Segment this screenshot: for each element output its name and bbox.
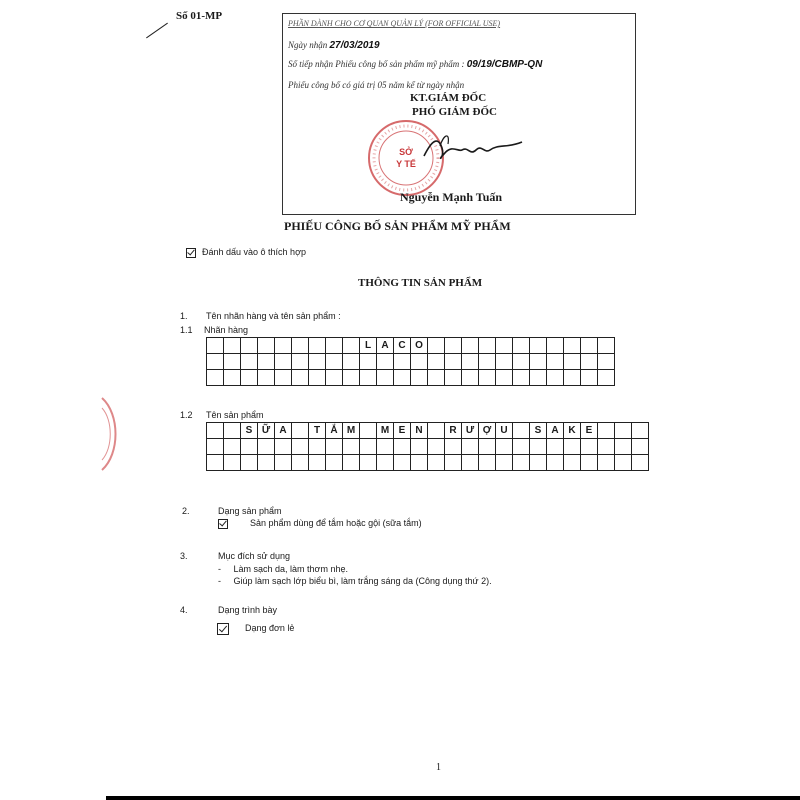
grid-cell [411, 439, 428, 455]
edge-stamp [100, 394, 122, 474]
grid-cell [496, 354, 513, 370]
scan-edge [106, 796, 800, 800]
grid-cell [615, 423, 632, 439]
grid-cell: R [445, 423, 462, 439]
grid-cell [343, 455, 360, 471]
brand-grid [206, 337, 615, 386]
validity-text: Phiếu công bố có giá trị 05 năm kể từ ngày nhận [288, 80, 465, 90]
grid-cell [564, 439, 581, 455]
director-line: KT.GIÁM ĐỐC [410, 92, 487, 104]
document-title: PHIẾU CÔNG BỐ SẢN PHẨM MỸ PHẨM [284, 219, 511, 233]
official-box-title: PHẦN DÀNH CHO CƠ QUAN QUẢN LÝ (FOR OFFICIAL USE) [288, 19, 501, 28]
grid-cell [292, 354, 309, 370]
grid-cell [445, 370, 462, 386]
grid-cell [445, 455, 462, 471]
grid-cell [598, 370, 615, 386]
grid-cell [513, 338, 530, 354]
grid-cell [530, 338, 547, 354]
pen-mark [146, 23, 168, 39]
presentation-option [217, 623, 294, 635]
grid-cell [309, 455, 326, 471]
grid-cell [207, 354, 224, 370]
grid-cell [513, 439, 530, 455]
item4-number: 4. [180, 605, 188, 615]
grid-cell [360, 455, 377, 471]
grid-row [207, 338, 615, 354]
grid-cell [360, 370, 377, 386]
grid-cell: N [411, 423, 428, 439]
grid-cell [258, 354, 275, 370]
grid-cell [207, 455, 224, 471]
grid-cell [462, 455, 479, 471]
grid-cell: K [564, 423, 581, 439]
grid-cell [530, 354, 547, 370]
grid-cell [241, 455, 258, 471]
presentation-option-text: Dạng đơn lẻ [245, 623, 295, 634]
grid-cell [564, 455, 581, 471]
grid-cell [360, 354, 377, 370]
grid-cell [479, 354, 496, 370]
received-label: Ngày nhận [288, 40, 328, 50]
grid-cell [275, 338, 292, 354]
grid-cell [241, 354, 258, 370]
purpose-item-text: Làm sạch da, làm thơm nhẹ. [233, 564, 348, 574]
grid-cell [581, 370, 598, 386]
grid-cell: E [394, 423, 411, 439]
grid-row [207, 354, 615, 370]
grid-cell [581, 354, 598, 370]
grid-cell: O [411, 338, 428, 354]
grid-cell [445, 354, 462, 370]
name-label: Tên sản phẩm [206, 410, 264, 420]
grid-cell [326, 439, 343, 455]
grid-cell [598, 354, 615, 370]
grid-cell [292, 370, 309, 386]
grid-cell: Ư [462, 423, 479, 439]
grid-cell [530, 455, 547, 471]
name-number: 1.2 [180, 410, 193, 420]
grid-cell [462, 354, 479, 370]
grid-cell [394, 455, 411, 471]
grid-cell [326, 370, 343, 386]
grid-cell [377, 455, 394, 471]
grid-cell [343, 354, 360, 370]
item4-label: Dạng trình bày [218, 605, 278, 615]
grid-cell [394, 439, 411, 455]
grid-cell [598, 423, 615, 439]
grid-cell [275, 439, 292, 455]
grid-cell [428, 455, 445, 471]
grid-cell [428, 354, 445, 370]
bullet-dash: - [218, 564, 221, 574]
grid-cell: L [360, 338, 377, 354]
grid-cell [394, 370, 411, 386]
signer-name: Nguyễn Mạnh Tuấn [400, 190, 503, 204]
deputy-director-line: PHÓ GIÁM ĐỐC [412, 106, 497, 118]
form-option-text: Sản phẩm dùng để tắm hoặc gội (sữa tắm) [250, 518, 422, 528]
grid-cell [581, 439, 598, 455]
grid-cell [411, 455, 428, 471]
grid-cell [547, 439, 564, 455]
grid-row [207, 423, 649, 439]
grid-cell [360, 423, 377, 439]
grid-cell [309, 439, 326, 455]
grid-cell: Ợ [479, 423, 496, 439]
form-option [218, 518, 422, 529]
grid-cell [428, 423, 445, 439]
grid-cell [343, 338, 360, 354]
grid-cell: S [241, 423, 258, 439]
grid-cell: A [547, 423, 564, 439]
grid-cell: A [275, 423, 292, 439]
grid-cell [564, 354, 581, 370]
grid-cell [496, 455, 513, 471]
item2-number: 2. [182, 506, 190, 516]
grid-cell [258, 439, 275, 455]
grid-cell [207, 439, 224, 455]
grid-cell [411, 370, 428, 386]
brand-number: 1.1 [180, 325, 193, 335]
form-number: Số 01-MP [176, 10, 223, 22]
grid-cell: C [394, 338, 411, 354]
grid-cell: Ắ [326, 423, 343, 439]
grid-cell [326, 354, 343, 370]
page-number: 1 [436, 762, 441, 773]
grid-cell [530, 439, 547, 455]
grid-cell [292, 423, 309, 439]
grid-cell [326, 338, 343, 354]
grid-cell [547, 370, 564, 386]
check-note [186, 247, 306, 258]
signature-icon [418, 126, 528, 176]
grid-cell [258, 338, 275, 354]
item1-number: 1. [180, 311, 188, 321]
grid-cell: M [343, 423, 360, 439]
grid-cell [547, 354, 564, 370]
grid-cell [513, 354, 530, 370]
grid-cell [632, 455, 649, 471]
grid-cell [207, 423, 224, 439]
checkbox-checked-icon [186, 248, 196, 258]
brand-label: Nhãn hàng [204, 325, 249, 335]
grid-cell [241, 439, 258, 455]
grid-cell [411, 354, 428, 370]
grid-cell [581, 338, 598, 354]
grid-cell [258, 455, 275, 471]
grid-cell [564, 338, 581, 354]
grid-cell [632, 423, 649, 439]
grid-cell [462, 338, 479, 354]
grid-cell [479, 439, 496, 455]
checkbox-checked-icon [217, 623, 229, 635]
grid-cell [241, 338, 258, 354]
grid-cell [309, 338, 326, 354]
purpose-item [218, 576, 492, 586]
grid-cell [428, 370, 445, 386]
grid-cell [224, 370, 241, 386]
grid-cell [598, 338, 615, 354]
grid-cell [224, 439, 241, 455]
grid-cell [428, 439, 445, 455]
item1-label: Tên nhãn hàng và tên sản phẩm : [206, 311, 341, 321]
grid-cell [632, 439, 649, 455]
grid-cell [258, 370, 275, 386]
grid-cell [377, 370, 394, 386]
grid-cell [207, 370, 224, 386]
grid-cell: M [377, 423, 394, 439]
grid-cell [581, 455, 598, 471]
grid-cell [224, 455, 241, 471]
grid-cell [547, 338, 564, 354]
grid-cell [615, 439, 632, 455]
bullet-dash: - [218, 576, 221, 586]
grid-cell [479, 338, 496, 354]
received-date-line [288, 40, 380, 51]
item2-label: Dạng sản phẩm [218, 506, 282, 516]
grid-cell [309, 370, 326, 386]
grid-cell [496, 338, 513, 354]
received-date: 27/03/2019 [329, 40, 380, 51]
grid-cell [241, 370, 258, 386]
grid-cell [530, 370, 547, 386]
grid-cell [377, 439, 394, 455]
purpose-item-text: Giúp làm sạch lớp biểu bì, làm trắng sáng da (Công dụng thứ 2). [233, 576, 492, 586]
grid-cell [207, 338, 224, 354]
grid-cell [513, 423, 530, 439]
grid-cell [224, 423, 241, 439]
grid-cell [445, 439, 462, 455]
grid-cell [394, 354, 411, 370]
svg-text:Y TẾ: Y TẾ [396, 159, 416, 169]
item3-label: Mục đích sử dụng [218, 551, 291, 561]
grid-row [207, 370, 615, 386]
grid-cell [547, 455, 564, 471]
purpose-item [218, 564, 348, 574]
grid-cell [496, 439, 513, 455]
partial-stamp-icon [100, 394, 122, 474]
grid-cell [275, 354, 292, 370]
grid-cell [445, 338, 462, 354]
grid-cell: S [530, 423, 547, 439]
grid-cell [343, 370, 360, 386]
grid-cell [479, 370, 496, 386]
grid-cell [309, 354, 326, 370]
grid-cell [275, 370, 292, 386]
grid-cell [598, 455, 615, 471]
grid-cell [377, 354, 394, 370]
receipt-label: Số tiếp nhận Phiếu công bố sản phẩm mỹ phẩm : [288, 59, 465, 69]
grid-cell [292, 439, 309, 455]
grid-cell [275, 455, 292, 471]
grid-cell [326, 455, 343, 471]
grid-cell [496, 370, 513, 386]
grid-cell [513, 370, 530, 386]
grid-row [207, 439, 649, 455]
receipt-number-line [288, 59, 542, 70]
check-note-text: Đánh dấu vào ô thích hợp [202, 247, 306, 257]
section-title: THÔNG TIN SẢN PHẨM [358, 277, 483, 289]
grid-cell: A [377, 338, 394, 354]
receipt-number: 09/19/CBMP-QN [466, 59, 543, 70]
grid-cell [428, 338, 445, 354]
grid-cell [479, 455, 496, 471]
grid-cell: T [309, 423, 326, 439]
item3-number: 3. [180, 551, 188, 561]
grid-cell [513, 455, 530, 471]
grid-cell [462, 370, 479, 386]
grid-cell: U [496, 423, 513, 439]
grid-cell [360, 439, 377, 455]
grid-row [207, 455, 649, 471]
grid-cell: Ữ [258, 423, 275, 439]
checkbox-checked-icon [218, 519, 228, 529]
grid-cell [462, 439, 479, 455]
grid-cell [343, 439, 360, 455]
product-name-grid [206, 422, 649, 471]
grid-cell [598, 439, 615, 455]
grid-cell [224, 354, 241, 370]
svg-text:SỞ: SỞ [399, 147, 413, 157]
grid-cell [292, 455, 309, 471]
grid-cell [615, 455, 632, 471]
grid-cell [292, 338, 309, 354]
grid-cell [564, 370, 581, 386]
grid-cell: E [581, 423, 598, 439]
grid-cell [224, 338, 241, 354]
